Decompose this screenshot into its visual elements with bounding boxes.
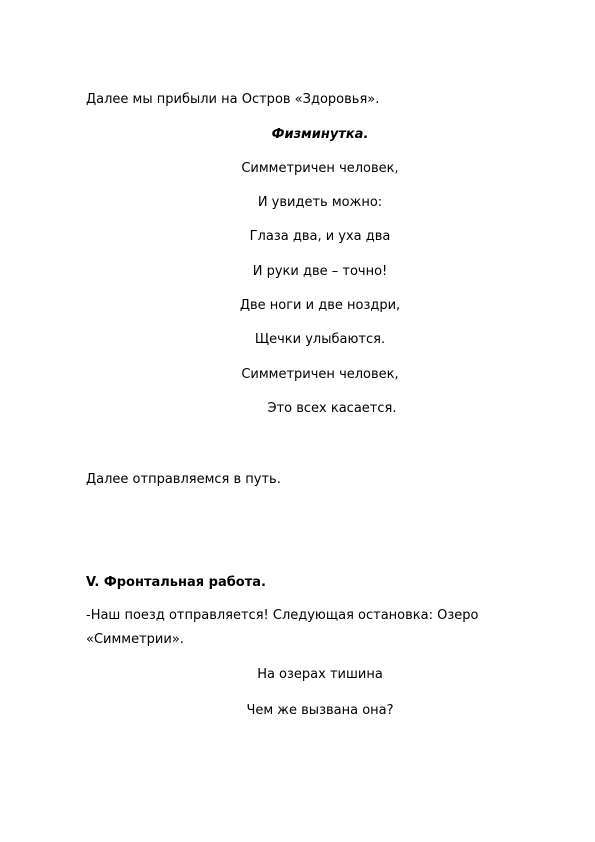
poem-line: Две ноги и две ноздри, bbox=[239, 298, 401, 313]
poem-line: И увидеть можно: bbox=[257, 195, 383, 210]
section-heading: V. Фронтальная работа. bbox=[86, 575, 266, 590]
poem-line: Это всех касается. bbox=[267, 401, 397, 416]
poem-line: Щечки улыбаются. bbox=[254, 332, 386, 347]
poem-line: Симметричен человек, bbox=[241, 161, 399, 176]
poem-line: И руки две – точно! bbox=[252, 264, 388, 279]
poem-line: Симметричен человек, bbox=[241, 367, 399, 382]
lake-poem-line: На озерах тишина bbox=[257, 667, 383, 682]
poem-line: Глаза два, и уха два bbox=[249, 229, 391, 244]
fizminutka-title: Физминутка. bbox=[271, 127, 369, 142]
section-paragraph: -Наш поезд отправляется! Следующая остановка: Озеро «Симметрии». bbox=[86, 608, 479, 647]
lake-poem-line: Чем же вызвана она? bbox=[246, 703, 394, 718]
continue-text: Далее отправляемся в путь. bbox=[86, 472, 281, 487]
intro-text: Далее мы прибыли на Остров «Здоровья». bbox=[86, 92, 380, 107]
